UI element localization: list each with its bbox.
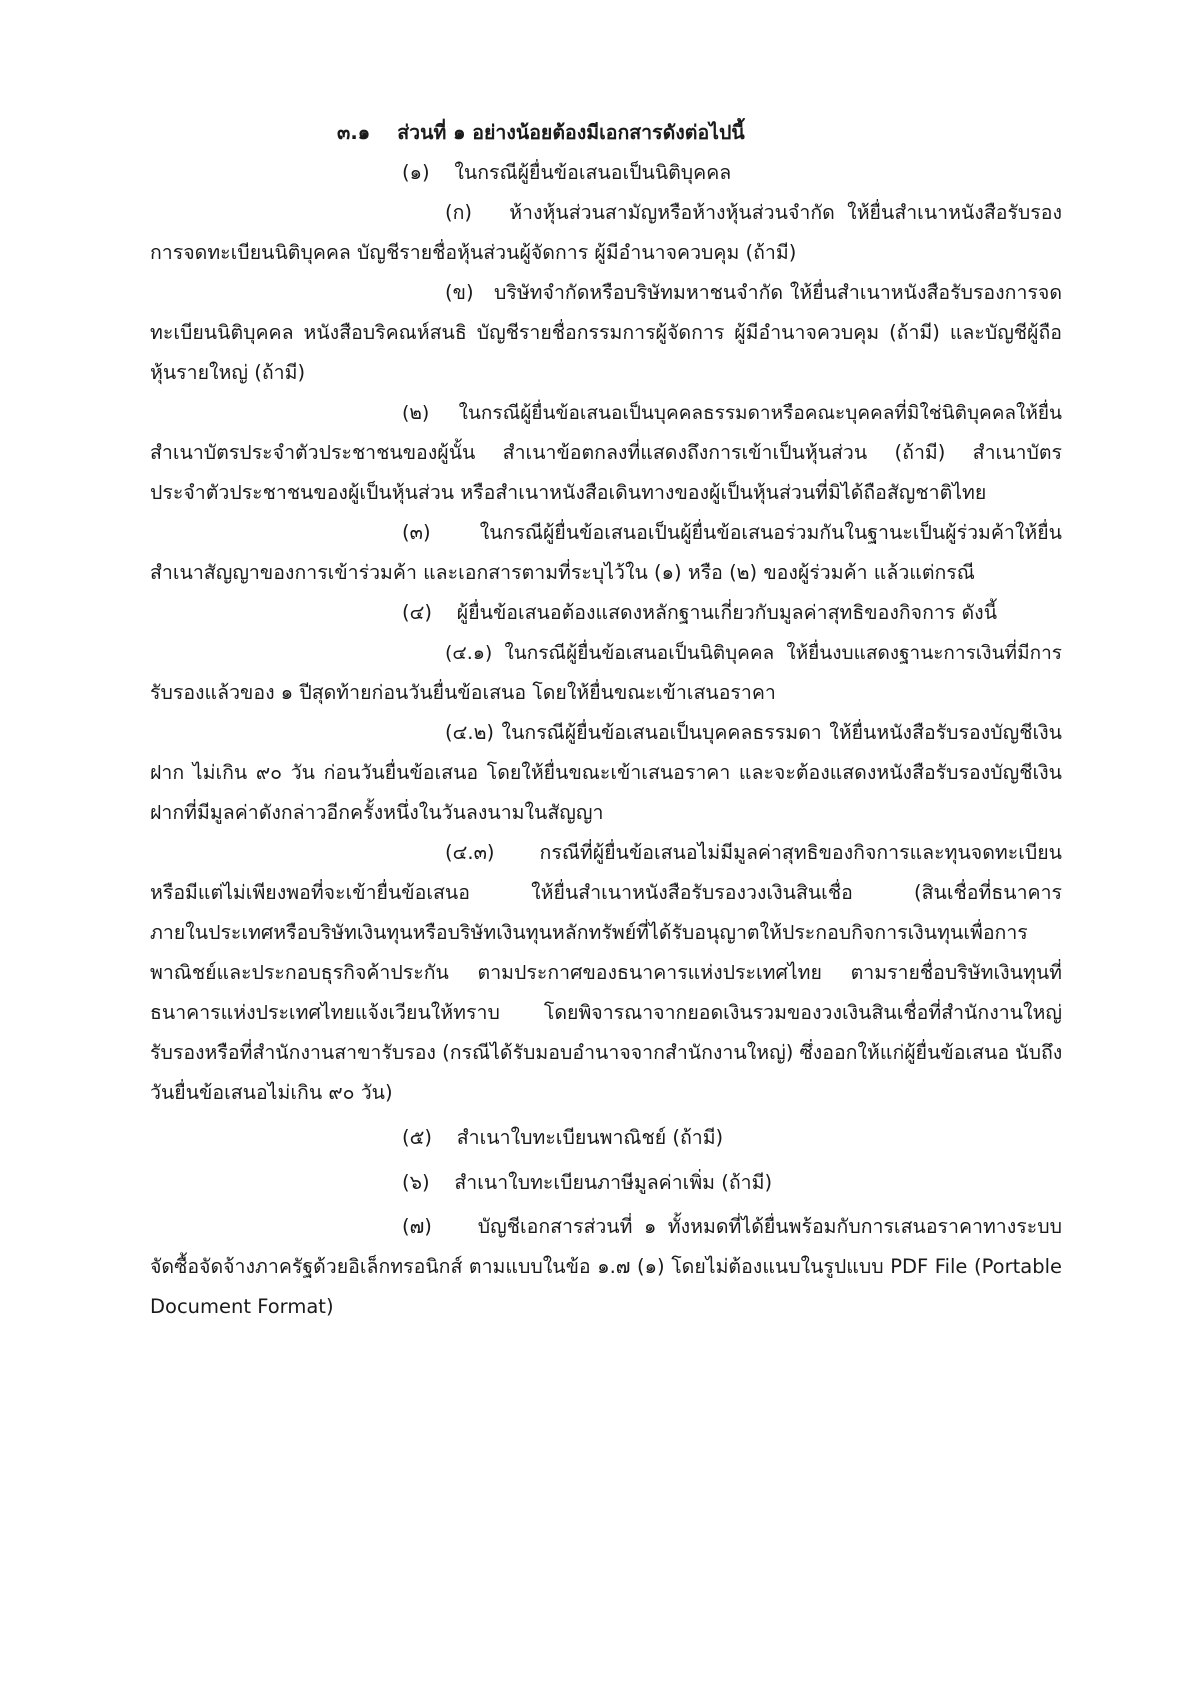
- item-2-line-2: สำเนาบัตรประจำตัวประชาชนของผู้นั้น สำเนาข้อตกลงที่แสดงถึงการเข้าเป็นหุ้นส่วน (ถ้ามี) สำเนาบัตร: [150, 441, 1062, 464]
- item-4-3-line-3: ภายในประเทศหรือบริษัทเงินทุนหรือบริษัทเงินทุนหลักทรัพย์ที่ได้รับอนุญาตให้ประกอบกิจการเงินทุนเพื่อการ: [150, 921, 1028, 944]
- item-4-1-line-2: รับรองแล้วของ ๑ ปีสุดท้ายก่อนวันยื่นข้อเสนอ โดยให้ยื่นขณะเข้าเสนอราคา: [150, 681, 776, 704]
- item-4-2-line-1: (๔.๒) ในกรณีผู้ยื่นข้อเสนอเป็นบุคคลธรรมดา ให้ยื่นหนังสือรับรองบัญชีเงิน: [445, 721, 1062, 744]
- item-1b-line-2: ทะเบียนนิติบุคคล หนังสือบริคณห์สนธิ บัญชีรายชื่อกรรมการผู้จัดการ ผู้มีอำนาจควบคุม (ถ้ามี) และบัญชีผู้ถือ: [150, 321, 1062, 344]
- item-3-line-1: (๓) ในกรณีผู้ยื่นข้อเสนอเป็นผู้ยื่นข้อเสนอร่วมกันในฐานะเป็นผู้ร่วมค้าให้ยื่น: [402, 521, 1062, 544]
- item-4-3-line-2: หรือมีแต่ไม่เพียงพอที่จะเข้ายื่นข้อเสนอ ให้ยื่นสำเนาหนังสือรับรองวงเงินสินเชื่อ (สินเชื่อที่ธนาคาร: [150, 881, 1062, 904]
- item-1a-line-2: การจดทะเบียนนิติบุคคล บัญชีรายชื่อหุ้นส่วนผู้จัดการ ผู้มีอำนาจควบคุม (ถ้ามี): [150, 241, 797, 264]
- item-1a-line-1: (ก) ห้างหุ้นส่วนสามัญหรือห้างหุ้นส่วนจำกัด ให้ยื่นสำเนาหนังสือรับรอง: [445, 201, 1062, 224]
- item-4-3-line-7: วันยื่นข้อเสนอไม่เกิน ๙๐ วัน): [150, 1081, 393, 1104]
- item-4-3-line-1: (๔.๓) กรณีที่ผู้ยื่นข้อเสนอไม่มีมูลค่าสุทธิของกิจการและทุนจดทะเบียน: [445, 841, 1062, 864]
- item-4-3-line-4: พาณิชย์และประกอบธุรกิจค้าประกัน ตามประกาศของธนาคารแห่งประเทศไทย ตามรายชื่อบริษัทเงินทุนที่: [150, 961, 1062, 984]
- item-4-heading: (๔) ผู้ยื่นข้อเสนอต้องแสดงหลักฐานเกี่ยวกับมูลค่าสุทธิของกิจการ ดังนี้: [402, 601, 998, 624]
- item-7-line-1: (๗) บัญชีเอกสารส่วนที่ ๑ ทั้งหมดที่ได้ยื่นพร้อมกับการเสนอราคาทางระบบ: [402, 1215, 1062, 1238]
- item-4-2-line-2: ฝาก ไม่เกิน ๙๐ วัน ก่อนวันยื่นข้อเสนอ โดยให้ยื่นขณะเข้าเสนอราคา และจะต้องแสดงหนังสือรับรองบัญชีเงิน: [150, 761, 1062, 784]
- item-2-line-1: (๒) ในกรณีผู้ยื่นข้อเสนอเป็นบุคคลธรรมดาหรือคณะบุคคลที่มิใช่นิติบุคคลให้ยื่น: [402, 402, 1062, 424]
- item-7-line-3: Document Format): [150, 1295, 334, 1318]
- item-1b-line-1: (ข) บริษัทจำกัดหรือบริษัทมหาชนจำกัด ให้ยื่นสำเนาหนังสือรับรองการจด: [445, 281, 1062, 304]
- item-6: (๖) สำเนาใบทะเบียนภาษีมูลค่าเพิ่ม (ถ้ามี): [402, 1171, 773, 1194]
- item-4-2-line-3: ฝากที่มีมูลค่าดังกล่าวอีกครั้งหนึ่งในวันลงนามในสัญญา: [150, 801, 604, 824]
- item-4-3-line-6: รับรองหรือที่สำนักงานสาขารับรอง (กรณีได้รับมอบอำนาจจากสำนักงานใหญ่) ซึ่งออกให้แก่ผู้ยื่นข้อเสนอ นับถึง: [150, 1041, 1063, 1064]
- item-5: (๕) สำเนาใบทะเบียนพาณิชย์ (ถ้ามี): [402, 1126, 724, 1149]
- item-2-line-3: ประจำตัวประชาชนของผู้เป็นหุ้นส่วน หรือสำเนาหนังสือเดินทางของผู้เป็นหุ้นส่วนที่มิได้ถือสัญชาติไทย: [150, 481, 987, 504]
- item-1-heading: (๑) ในกรณีผู้ยื่นข้อเสนอเป็นนิติบุคคล: [402, 161, 732, 184]
- item-7-line-2: จัดซื้อจัดจ้างภาครัฐด้วยอิเล็กทรอนิกส์ ตามแบบในข้อ ๑.๗ (๑) โดยไม่ต้องแนบในรูปแบบ PDF File (Portable: [150, 1255, 1062, 1278]
- item-3-line-2: สำเนาสัญญาของการเข้าร่วมค้า และเอกสารตามที่ระบุไว้ใน (๑) หรือ (๒) ของผู้ร่วมค้า แล้วแต่กรณี: [150, 561, 975, 584]
- item-1b-line-3: หุ้นรายใหญ่ (ถ้ามี): [150, 361, 306, 384]
- item-4-1-line-1: (๔.๑) ในกรณีผู้ยื่นข้อเสนอเป็นนิติบุคคล ให้ยื่นงบแสดงฐานะการเงินที่มีการ: [445, 642, 1062, 664]
- item-4-3-line-5: ธนาคารแห่งประเทศไทยแจ้งเวียนให้ทราบ โดยพิจารณาจากยอดเงินรวมของวงเงินสินเชื่อที่สำนักงานใหญ่: [150, 1001, 1062, 1024]
- section-heading: ๓.๑ ส่วนที่ ๑ อย่างน้อยต้องมีเอกสารดังต่อไปนี้: [337, 121, 745, 144]
